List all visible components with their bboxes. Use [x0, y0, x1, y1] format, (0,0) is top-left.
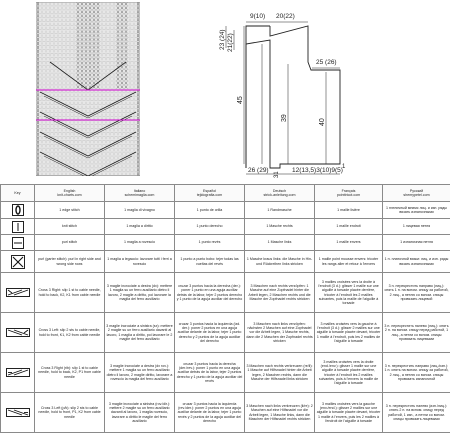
garment-schematic [216, 4, 386, 180]
key-text: 1 edge stitch [35, 202, 105, 219]
header-english: English knit-charts.com [35, 185, 105, 202]
key-symbol-cell [1, 393, 35, 433]
key-text: 1 maglia a diritto [105, 219, 175, 235]
key-text: 3 mailles croisées vers la droite à l'endroit (3 d.): glisser 1 maille sur une aiguille à torsade placée derrière, tricoter à l'endroit les 2 mailles suivantes, puis la maille de l'aiguille à torsade [315, 273, 383, 313]
key-text: 3 Maschen nach links verzöpfen: nächsten 2 Maschen auf eine Zopfnadel vor die Arbeit legen, 1 Masche rechts, dann die 2 Maschen der Zopfnadel rechts stricken [245, 313, 315, 353]
key-text: 3 maglie incrociate a sinistra (sx): mettere 2 maglie su un ferro ausiliario davanti al lavoro, 1 maglia a diritto, poi lavorare le 2 maglie del ferro ausiliario [105, 313, 175, 353]
key-symbol-cell [1, 202, 35, 219]
key-text: Cross 3 Right (rib): slip 1 st to cable needle, hold to back, K2, P1 from cable needle [35, 353, 105, 393]
key-text: 1 maglia a rovescio [105, 235, 175, 251]
bottom-small-height: 1 [342, 164, 346, 170]
knit-stitch-symbol-icon [12, 221, 24, 233]
key-text: 3 Maschen nach links verkreuzen (li/re): 2 Maschen auf eine Hilfsnadel vor die Arbeit legen, 1 Masche links, dann die Maschen der Hilfsnadel rechts stricken [245, 393, 315, 433]
edge-stitch-symbol-icon [12, 204, 24, 216]
key-row [1, 353, 450, 393]
key-text: knit stitch [35, 219, 105, 235]
key-text: cruzar 3 puntos hacia la derecha (der.): poner 1 punto en una aguja auxiliar detrás de la labor, tejer 2 puntos derecho y 1 punto de la aguja auxiliar del derecho [175, 273, 245, 313]
header-deutsch: Deutsch strick-anleitung.com [245, 185, 315, 202]
key-text: 1 punto a punto bobo: tejer todas las vueltas del revés [175, 251, 245, 273]
key-text: 1 п. платочной вязки: лиц. и изн. ряды вязать изнаночными [383, 251, 450, 273]
key-symbol-cell [1, 251, 35, 273]
mid-height: 39 [281, 114, 288, 122]
key-text: 3 maglie incrociate a destra (dx): mettere 1 maglia su un ferro ausiliario dietro il lavoro, 2 maglie a diritto, poi lavorare la maglia del ferro ausiliario [105, 273, 175, 313]
key-text: 3 Maschen nach rechts verzöpfen: 1 Masche auf eine Zopfnadel hinter die Arbeit legen, 2 Maschen rechts und die Masche der Zopfnadel rechts stricken [245, 273, 315, 313]
key-text: 3 п. перекрестить направо (лиц.): снять 1 п. на вспом. спицу за работой, 2 лиц., а петлю со вспом. спицы провязать лицевой [383, 273, 450, 313]
key-text: 3 maglie incrociate a destra (dx rov.): mettere 1 maglia su un ferro ausiliario dietro il lavoro, 2 maglie diritto, lavorare a rovescio la maglia del ferro ausiliario [105, 353, 175, 393]
header-russian: Русский shemypetel.com [383, 185, 450, 202]
cross-left-purl-symbol-icon [6, 408, 30, 417]
bottom-mid-width: 31 [274, 171, 280, 178]
width-top-right: 20(22) [276, 13, 295, 20]
key-text: 3 п. перекрестить налево (лиц.): снять 2 п. на вспом. спицу перед работой, 1 лиц., а петли со вспом. спицы провязать лицевыми [383, 313, 450, 353]
key-text: 3 mailles croisées vers la gauche (env./end.): glisser 2 mailles sur une aiguille à torsade placée devant, tricoter 1 maille à l'envers, puis les 2 mailles à l'endroit de l'aiguille à torsade [315, 393, 383, 433]
key-text: 1 лицевая петля [383, 219, 450, 235]
key-symbol-cell [1, 273, 35, 313]
key-text: 1 punto revés [175, 235, 245, 251]
purl-stitch-symbol-icon [12, 237, 24, 249]
key-symbol-cell [1, 219, 35, 235]
key-row [1, 235, 450, 251]
key-text: 1 Masche links [245, 235, 315, 251]
key-text: 1 Randmasche [245, 202, 315, 219]
key-text: 1 maglia di vivagno [105, 202, 175, 219]
key-text: cruzar 3 puntos hacia la derecha (der./rev.): poner 1 punto en una aguja auxiliar detrás de la labor, tejer 2 puntos derecho y 1 punto de la aguja auxiliar del revés [175, 353, 245, 393]
key-header-row [1, 185, 450, 202]
key-text: 3 п. перекрестить налево (изн./лиц.): снять 2 п. на вспом. спицу перед работой, 1 изн., а петли со вспом. спицы провязать лицевыми [383, 393, 450, 433]
left-side-mid: 21(22) [227, 33, 234, 52]
right-upper-width: 25 (26) [316, 59, 337, 66]
key-text: 3 п. перекрестить направо (лиц./изн.): 1 п. снять на вспом. спицу за работой, 2 лиц., а петлю со вспом. спицы провязать изнаночной [383, 353, 450, 393]
key-text: cruzar 3 puntos hacia la izquierda (rev./der.): poner 2 puntos en una aguja auxiliar delante de la labor, tejer 1 punto revés y 2 puntos de la aguja auxiliar del derecho [175, 393, 245, 433]
key-text: 3 maglie incrociate a sinistra (rov./dir.): mettere 2 maglie su un ferro ausiliario davanti al lavoro, 1 maglia rovescio, lavorare a diritto le maglie del ferro ausiliario [105, 393, 175, 433]
key-row [1, 313, 450, 353]
knitting-chart [36, 2, 140, 176]
key-row [1, 219, 450, 235]
key-text: 1 maille endroit [315, 219, 383, 235]
symbol-key-table [0, 184, 450, 433]
key-row [1, 251, 450, 273]
key-text: 1 maille envers [315, 235, 383, 251]
key-text: 1 Masche kraus links: die Masche in Hin- und Rückreihen links stricken [245, 251, 315, 273]
bottom-right-width: 12(13,5)3(10)9(5) [292, 167, 343, 174]
key-text: purl (garter stitch): purl in right side and wrong side rows [35, 251, 105, 273]
garter-purl-symbol-icon [11, 255, 25, 269]
key-symbol-cell [1, 235, 35, 251]
key-text: Cross 3 Left: slip 2 sts to cable needle, hold to front, K1, K2 from cable needle [35, 313, 105, 353]
header-espanol: Español tejidografia.com [175, 185, 245, 202]
left-side-top: 23 (24) [219, 29, 226, 50]
cross-right-symbol-icon [6, 288, 30, 297]
header-key: Key [1, 185, 35, 202]
key-text: 3 mailles croisées vers la droite (end./env.): glisser 1 maille sur une aiguille à torsade placée derrière, tricoter à l'endroit les 2 mailles suivantes, puis à l'envers la maille de l'aiguille à torsade [315, 353, 383, 393]
header-italiano: Italiano schemimaglia.com [105, 185, 175, 202]
key-text: 1 maille lisière [315, 202, 383, 219]
key-text: 1 изнаночная петля [383, 235, 450, 251]
cross-right-purl-symbol-icon [6, 368, 30, 377]
key-text: 3 Maschen nach rechts verkreuzen (re/li): 1 Masche auf Hilfsnadel hinter die Arbeit legen, 2 Maschen rechts, dann die Masche der Hilfsnadel links stricken [245, 353, 315, 393]
key-text: 1 Masche rechts [245, 219, 315, 235]
key-text: Cross 3 Right: slip 1 st to cable needle, hold to back, K2, K1 from cable needle [35, 273, 105, 313]
key-text: 1 пэтличный мнимс лиц. и изн. ряды вязать изнаночными [383, 202, 450, 219]
diagram-area [0, 0, 450, 182]
key-text: 1 maglia a legaccio: lavorare tutti i ferri a rovescio [105, 251, 175, 273]
key-row [1, 393, 450, 433]
key-text: 3 mailles croisées vers la gauche à l'endroit (3 d.): glisser 2 mailles sur une aiguille à torsade placée devant, tricoter 1 maille à l'endroit, puis les 2 mailles de l'aiguille à torsade [315, 313, 383, 353]
key-row [1, 273, 450, 313]
key-symbol-cell [1, 313, 35, 353]
key-text: 1 punto de orilla [175, 202, 245, 219]
key-symbol-cell [1, 353, 35, 393]
header-francais: Français pointtricot.com [315, 185, 383, 202]
bottom-left-width: 26 (29) [248, 167, 269, 174]
width-top-left: 9(10) [250, 13, 266, 20]
right-height: 40 [319, 118, 326, 126]
key-text: cruzar 3 puntos hacia la izquierda (izd. der.): poner 2 puntos en una aguja auxiliar delante de la labor, tejer 1 punto derecho y 2 puntos de la aguja auxiliar del derecho [175, 313, 245, 353]
cross-left-symbol-icon [6, 328, 30, 337]
key-text: 1 punto derecho [175, 219, 245, 235]
left-full-height: 45 [237, 96, 244, 104]
key-row [1, 202, 450, 219]
key-text: 1 maille point mousse envers: tricoter les rangs aller et retour à l'envers [315, 251, 383, 273]
key-text: Cross 3 Left (p/k): slip 2 sts to cable needle, hold to front, P1, K2 from cable needle [35, 393, 105, 433]
key-text: purl stitch [35, 235, 105, 251]
